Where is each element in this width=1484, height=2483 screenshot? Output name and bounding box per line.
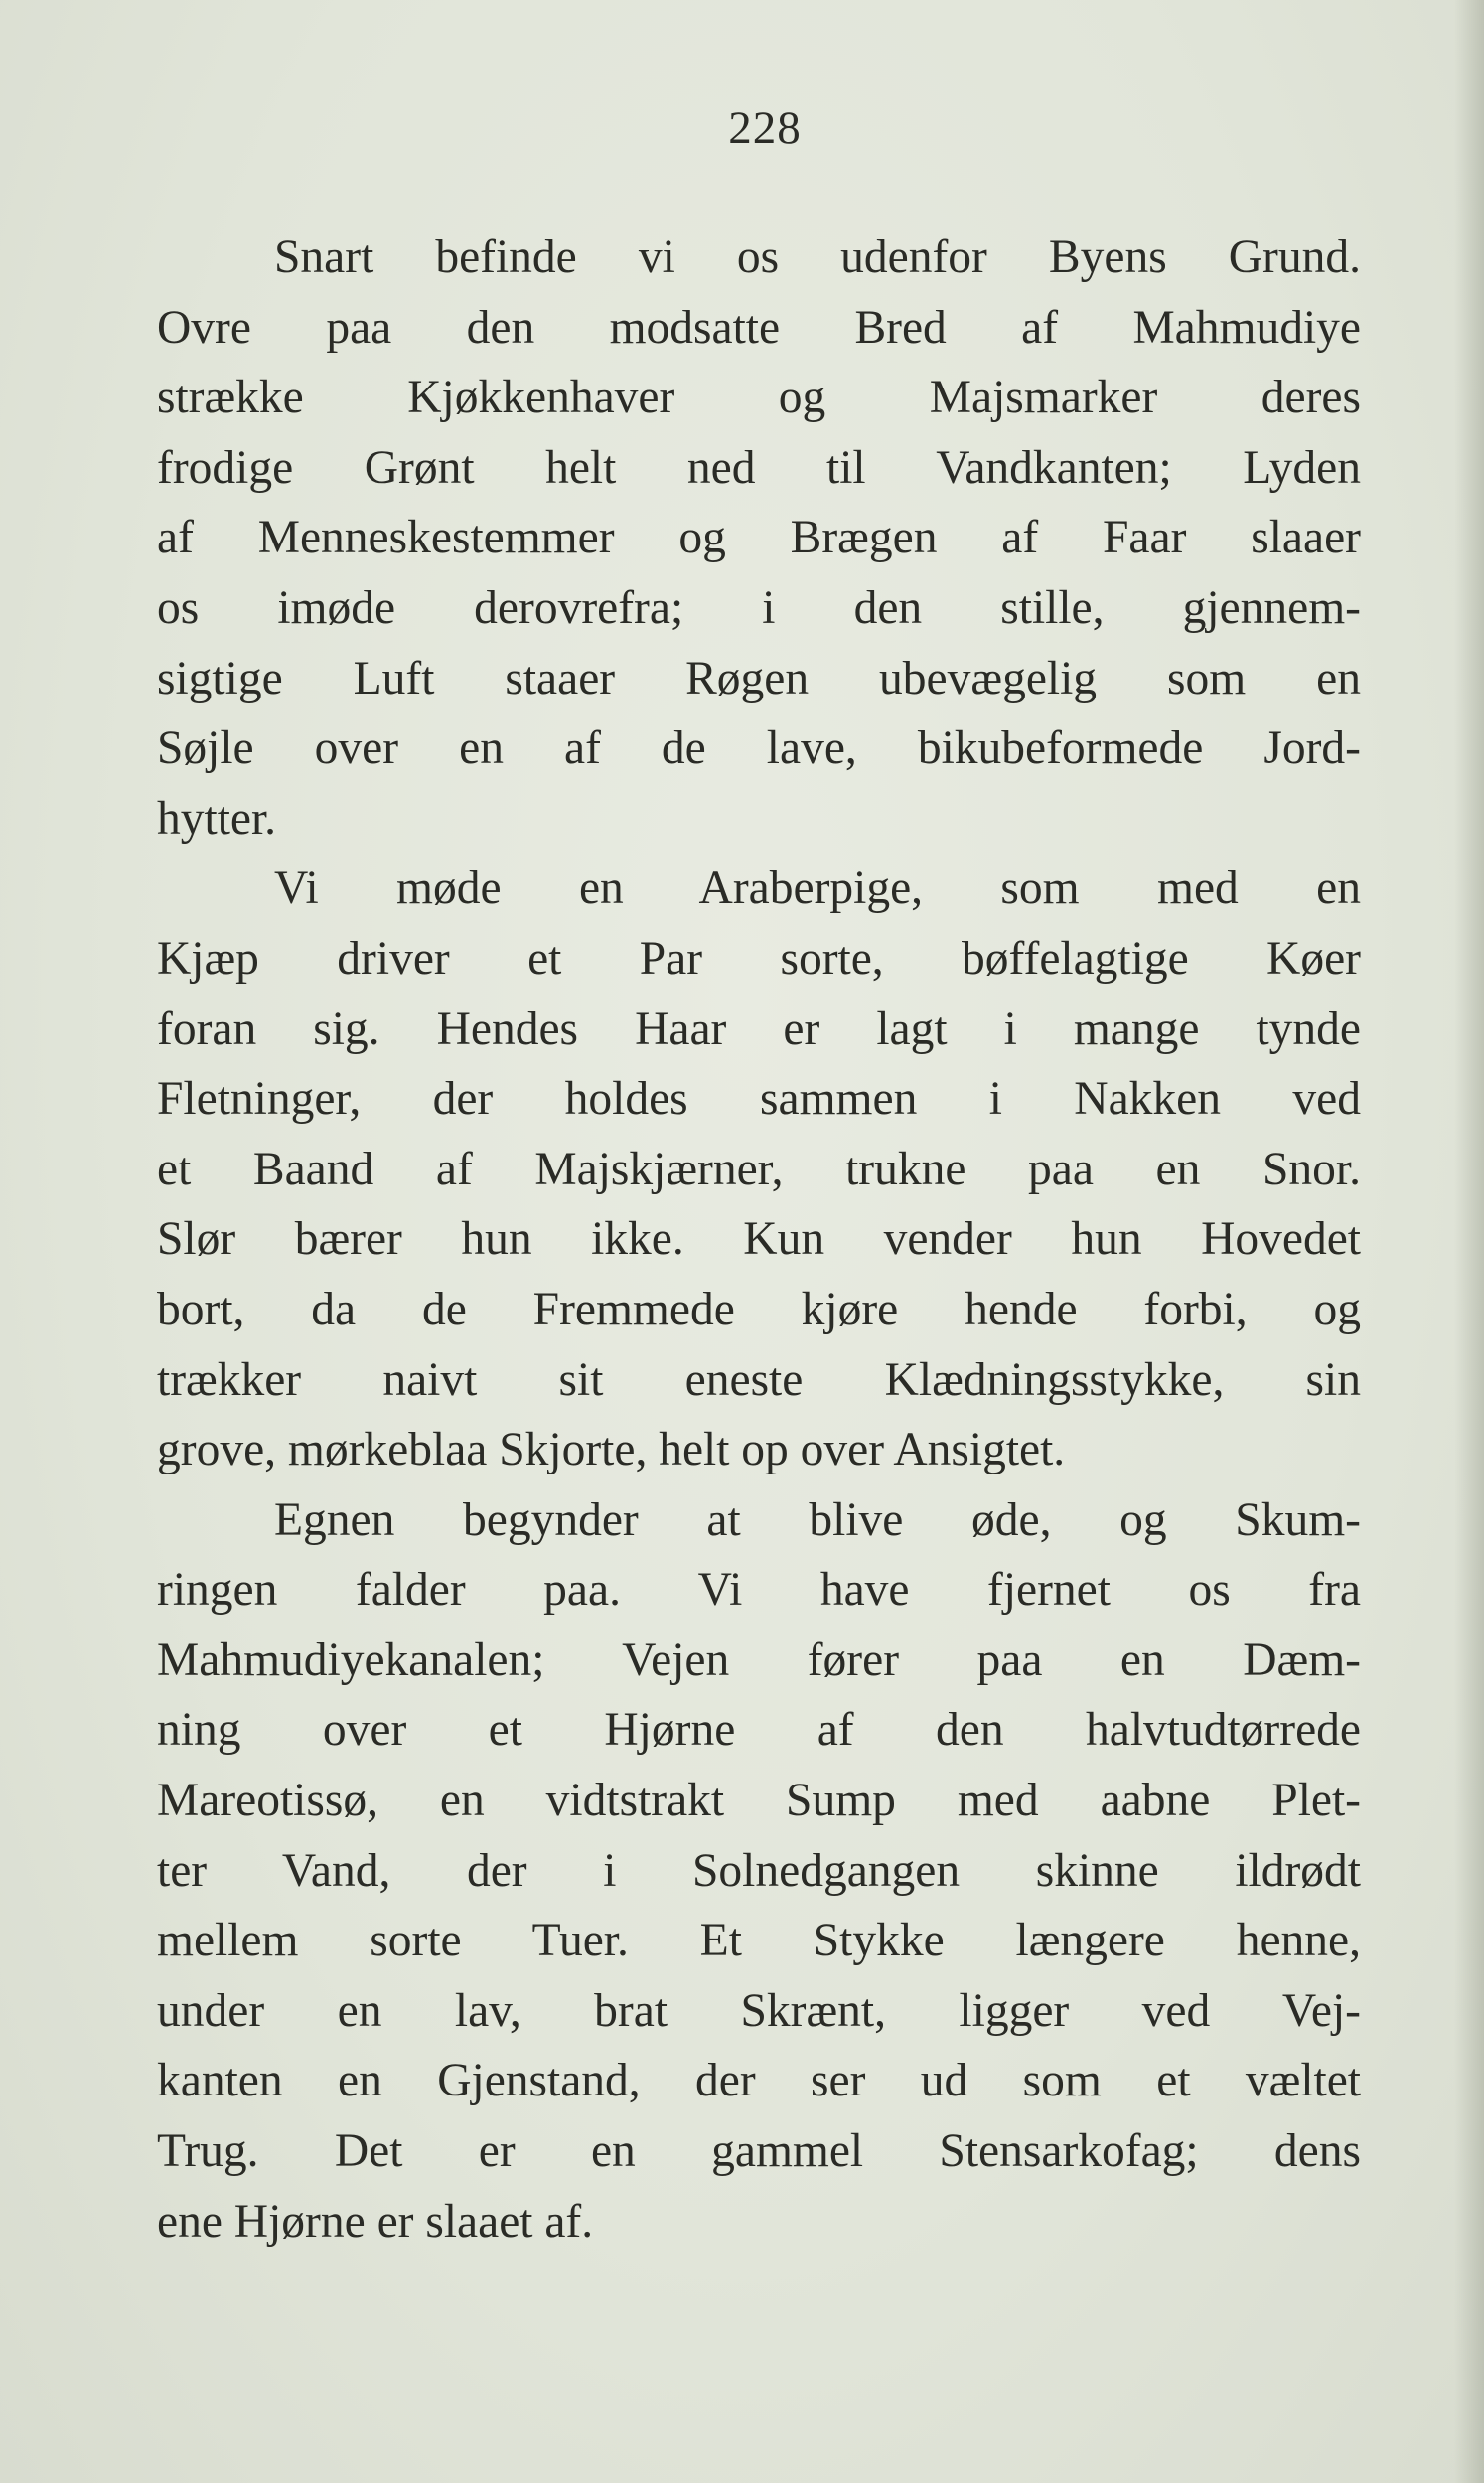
- text-line: Søjle over en af de lave, bikubeformede Jord-: [157, 722, 1361, 775]
- text-line: os imøde derovrefra; i den stille, gjennem-: [157, 581, 1361, 634]
- text-line: strække Kjøkkenhaver og Majsmarker deres: [157, 372, 1361, 424]
- text-line: Slør bærer hun ikke. Kun vender hun Hovedet: [157, 1213, 1361, 1266]
- text-line: Ovre paa den modsatte Bred af Mahmudiye: [157, 301, 1361, 354]
- text-line: foran sig. Hendes Haar er lagt i mange tynde: [157, 1003, 1361, 1055]
- text-line: bort, da de Fremmede kjøre hende forbi, og: [157, 1283, 1361, 1335]
- text-line: Fletninger, der holdes sammen i Nakken ved: [157, 1073, 1361, 1126]
- text-line: hytter.: [157, 792, 277, 845]
- text-line: Mareotissø, en vidtstrakt Sump med aabne Plet-: [157, 1775, 1361, 1827]
- text-line: ter Vand, der i Solnedgangen skinne ildrødt: [157, 1844, 1361, 1897]
- text-line: ning over et Hjørne af den halvtudtørrede: [157, 1704, 1361, 1757]
- text-line: sigtige Luft staaer Røgen ubevægelig som en: [157, 652, 1361, 704]
- text-line: et Baand af Majskjærner, trukne paa en Snor.: [157, 1143, 1361, 1195]
- text-line: Mahmudiyekanalen; Vejen fører paa en Dæm-: [157, 1633, 1361, 1686]
- page-number: 228: [728, 102, 802, 154]
- text-line: trækker naivt sit eneste Klædningsstykke, sin: [157, 1353, 1361, 1406]
- text-line: Kjæp driver et Par sorte, bøffelagtige Køer: [157, 932, 1361, 985]
- text-line: ene Hjørne er slaaet af.: [157, 2195, 594, 2248]
- text-line: grove, mørkeblaa Skjorte, helt op over Ansigtet.: [157, 1424, 1066, 1476]
- text-line: ringen falder paa. Vi have fjernet os fra: [157, 1564, 1361, 1617]
- text-line: frodige Grønt helt ned til Vandkanten; Lyden: [157, 441, 1361, 494]
- text-line: under en lav, brat Skrænt, ligger ved Vej-: [157, 1984, 1361, 2037]
- text-line: mellem sorte Tuer. Et Stykke længere henne,: [157, 1915, 1361, 1967]
- text-line: kanten en Gjenstand, der ser ud som et væltet: [157, 2055, 1361, 2107]
- text-line: Snart befinde vi os udenfor Byens Grund.: [274, 232, 1361, 283]
- text-line: Vi møde en Araberpige, som med en: [274, 862, 1361, 915]
- text-line: af Menneskestemmer og Brægen af Faar slaaer: [157, 512, 1361, 564]
- page-edge-shadow: [1454, 0, 1484, 2483]
- text-line: Egnen begynder at blive øde, og Skum-: [274, 1493, 1361, 1546]
- body-text: [157, 223, 1361, 2256]
- text-line: Trug. Det er en gammel Stensarkofag; dens: [157, 2125, 1361, 2178]
